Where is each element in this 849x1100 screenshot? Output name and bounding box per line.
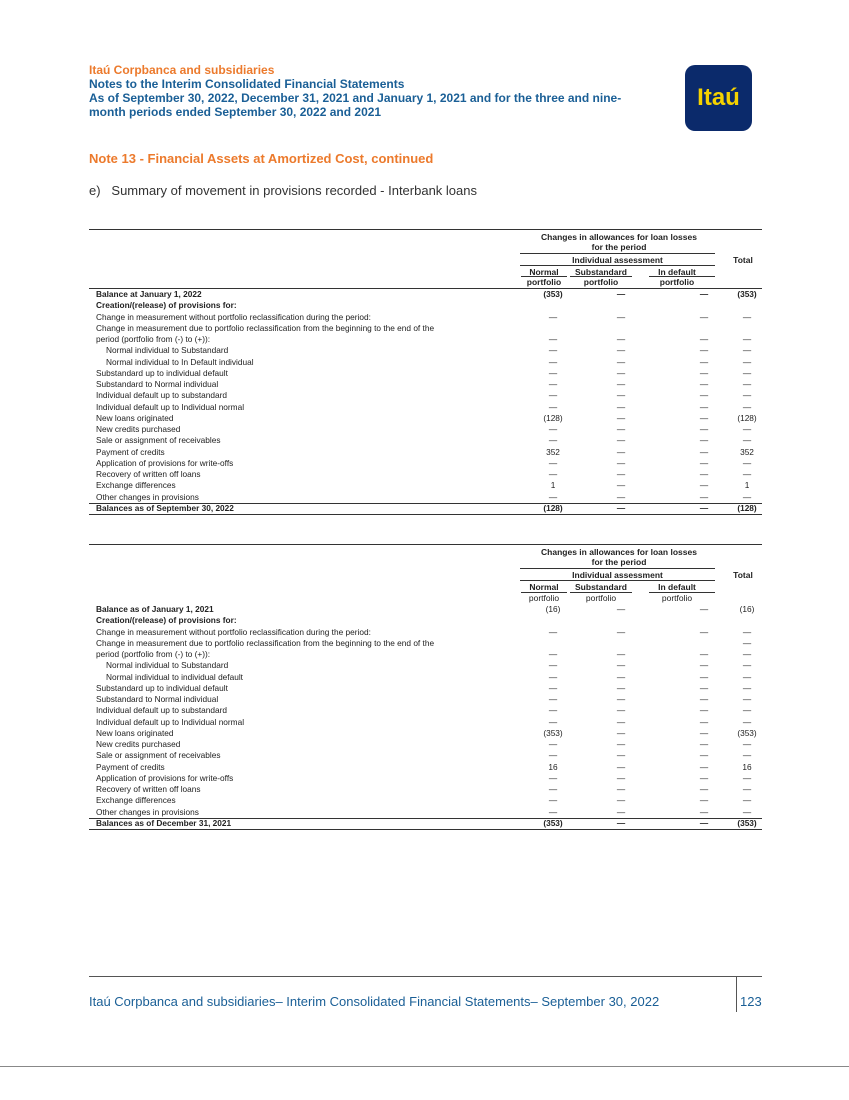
cell-c3: — <box>699 694 709 704</box>
cell-c3: — <box>699 491 709 502</box>
cell-c3: — <box>699 390 709 401</box>
header-rule <box>520 568 715 569</box>
row-label: Balance at January 1, 2022 <box>96 289 202 299</box>
cell-c4: — <box>742 345 752 356</box>
table-row <box>89 672 762 683</box>
cell-c2: — <box>616 694 626 704</box>
header-substandard-1: Substandard <box>575 267 627 277</box>
section-subtitle: e) Summary of movement in provisions recorded - Interbank loans <box>89 183 478 198</box>
row-label: Balances as of September 30, 2022 <box>96 502 234 513</box>
header-normal-2: portfolio <box>526 277 562 287</box>
table-row <box>89 413 762 424</box>
row-label: Change in measurement without portfolio reclassification during the period: <box>96 311 371 322</box>
cell-c1: (353) <box>543 289 563 299</box>
cell-c2: — <box>616 727 626 738</box>
cell-c3: — <box>699 649 709 659</box>
table-row <box>89 469 762 480</box>
cell-c1: — <box>548 491 558 502</box>
header-group-line2: for the period <box>591 557 647 567</box>
row-label: Payment of credits <box>96 446 165 457</box>
row-label: period (portfolio from (-) to (+)): <box>96 649 211 659</box>
cell-c2: — <box>616 682 626 693</box>
row-label: Exchange differences <box>96 795 176 806</box>
header-default-2: portfolio <box>659 277 695 287</box>
cell-c3: — <box>699 502 709 513</box>
table-row <box>89 300 762 311</box>
note-title: Note 13 - Financial Assets at Amortized Cost, continued <box>89 151 434 166</box>
header-total: Total <box>733 255 753 265</box>
cell-c4: 1 <box>744 480 750 491</box>
header-rule <box>649 592 715 593</box>
total-top-rule <box>89 503 762 504</box>
cell-c1: (353) <box>543 817 563 828</box>
cell-c3: — <box>699 750 709 761</box>
row-label: Sale or assignment of receivables <box>96 435 221 446</box>
header-rule <box>520 265 715 266</box>
header-sub: Individual assessment <box>572 255 663 265</box>
header-group-line2: for the period <box>591 242 647 252</box>
cell-c2: — <box>616 795 626 806</box>
table-row <box>89 368 762 379</box>
cell-c2: — <box>616 289 626 299</box>
table-row <box>89 458 762 469</box>
cell-c1: — <box>548 390 558 401</box>
table-top-rule <box>89 544 762 545</box>
row-label: Balance as of January 1, 2021 <box>96 604 214 614</box>
cell-c4: — <box>742 379 752 389</box>
cell-c4: — <box>742 772 752 783</box>
cell-c4: — <box>742 806 752 817</box>
header-rule <box>521 276 567 277</box>
page-bottom-rule <box>0 1066 849 1067</box>
header-group-line1: Changes in allowances for loan losses <box>541 232 697 242</box>
cell-c2: — <box>616 446 626 457</box>
header-default-2: portfolio <box>661 593 693 603</box>
page-number: 123 <box>740 994 762 1009</box>
cell-c4: — <box>742 424 752 434</box>
cell-c4: (128) <box>737 412 757 423</box>
cell-c1: — <box>548 806 558 817</box>
cell-c2: — <box>616 491 626 502</box>
row-label: New loans originated <box>96 412 174 423</box>
cell-c4: — <box>742 694 752 704</box>
row-label: Substandard up to individual default <box>96 367 228 378</box>
cell-c3: — <box>699 772 709 783</box>
row-label: Substandard to Normal individual <box>96 379 219 389</box>
table-row <box>89 615 762 626</box>
row-label: Normal individual to In Default individual <box>106 356 254 367</box>
cell-c4: — <box>742 784 752 794</box>
cell-c4: — <box>742 705 752 716</box>
table-row <box>89 739 762 750</box>
cell-c1: 16 <box>548 761 558 772</box>
cell-c1: — <box>548 457 558 468</box>
table-row <box>89 503 762 514</box>
table-row <box>89 627 762 638</box>
cell-c4: — <box>742 435 752 446</box>
row-label: New loans originated <box>96 727 174 738</box>
cell-c3: — <box>699 671 709 682</box>
table-row <box>89 345 762 356</box>
header-group-line1: Changes in allowances for loan losses <box>541 547 697 557</box>
cell-c2: — <box>616 311 626 322</box>
table-row <box>89 424 762 435</box>
row-label: Payment of credits <box>96 761 165 772</box>
cell-c3: — <box>699 446 709 457</box>
cell-c2: — <box>616 435 626 446</box>
cell-c4: — <box>742 469 752 479</box>
total-top-rule <box>89 818 762 819</box>
cell-c1: — <box>548 379 558 389</box>
cell-c3: — <box>699 401 709 412</box>
cell-c1: — <box>548 772 558 783</box>
table-row <box>89 390 762 401</box>
cell-c1: — <box>548 401 558 412</box>
cell-c4: — <box>742 491 752 502</box>
cell-c2: — <box>616 502 626 513</box>
cell-c4: — <box>742 739 752 749</box>
header-normal-1: Normal <box>529 582 559 592</box>
cell-c2: — <box>616 334 626 344</box>
cell-c3: — <box>699 345 709 356</box>
table-row <box>89 660 762 671</box>
cell-c2: — <box>616 671 626 682</box>
cell-c1: — <box>548 694 558 704</box>
cell-c1: — <box>548 435 558 446</box>
cell-c2: — <box>616 750 626 761</box>
cell-c3: — <box>699 604 709 614</box>
header-substandard-1: Substandard <box>575 582 627 592</box>
cell-c1: — <box>548 784 558 794</box>
header-default-1: In default <box>658 582 696 592</box>
header-rule <box>520 253 715 254</box>
row-label: Application of provisions for write-offs <box>96 457 234 468</box>
cell-c2: — <box>616 649 626 659</box>
cell-c1: 1 <box>550 480 556 491</box>
header-total: Total <box>733 570 753 580</box>
table-row <box>89 357 762 368</box>
row-label: Sale or assignment of receivables <box>96 750 221 761</box>
cell-c2: — <box>616 367 626 378</box>
cell-c4: — <box>742 649 752 659</box>
cell-c2: — <box>616 660 626 671</box>
cell-c3: — <box>699 626 709 637</box>
cell-c1: — <box>548 424 558 434</box>
cell-c4: (128) <box>737 502 757 513</box>
row-label: Change in measurement due to portfolio reclassification from the beginning to the end of the <box>96 637 435 648</box>
cell-c1: — <box>548 750 558 761</box>
row-label: Individual default up to Individual normal <box>96 401 245 412</box>
provisions-table-2021 <box>89 544 762 830</box>
table-row <box>89 705 762 716</box>
table-row <box>89 762 762 773</box>
itau-logo <box>685 65 752 131</box>
row-label: Individual default up to substandard <box>96 705 228 716</box>
cell-c4: — <box>742 390 752 401</box>
cell-c2: — <box>616 356 626 367</box>
table-row <box>89 435 762 446</box>
cell-c2: — <box>616 412 626 423</box>
header-substandard-2: portfolio <box>585 593 617 603</box>
cell-c3: — <box>699 784 709 794</box>
header-rule <box>521 592 567 593</box>
row-label: Recovery of written off loans <box>96 784 201 794</box>
cell-c4: — <box>742 660 752 671</box>
table-row <box>89 683 762 694</box>
cell-c4: 16 <box>742 761 752 772</box>
header-rule <box>649 276 715 277</box>
table-row <box>89 750 762 761</box>
cell-c2: — <box>616 739 626 749</box>
row-label: Application of provisions for write-offs <box>96 772 234 783</box>
header-line-4: month periods ended September 30, 2022 and 2021 <box>89 105 382 119</box>
cell-c3: — <box>699 739 709 749</box>
cell-c3: — <box>699 289 709 299</box>
cell-c1: — <box>548 334 558 344</box>
cell-c2: — <box>616 379 626 389</box>
header-rule <box>570 592 632 593</box>
cell-c3: — <box>699 457 709 468</box>
cell-c3: — <box>699 379 709 389</box>
cell-c1: — <box>548 660 558 671</box>
cell-c3: — <box>699 480 709 491</box>
cell-c3: — <box>699 682 709 693</box>
row-label: Change in measurement without portfolio reclassification during the period: <box>96 626 371 637</box>
cell-c1: (128) <box>543 502 563 513</box>
cell-c4: — <box>742 311 752 322</box>
cell-c4: — <box>742 356 752 367</box>
cell-c3: — <box>699 716 709 727</box>
cell-c3: — <box>699 817 709 828</box>
cell-c3: — <box>699 795 709 806</box>
table-row <box>89 447 762 458</box>
cell-c1: — <box>548 671 558 682</box>
table-row <box>89 492 762 503</box>
row-label: Substandard up to individual default <box>96 682 228 693</box>
logo-text: Itaú <box>697 84 740 111</box>
table-row <box>89 480 762 491</box>
cell-c4: — <box>742 626 752 637</box>
row-label: New credits purchased <box>96 739 181 749</box>
row-label: Other changes in provisions <box>96 806 199 817</box>
cell-c2: — <box>616 705 626 716</box>
cell-c3: — <box>699 469 709 479</box>
cell-c4: — <box>742 367 752 378</box>
row-label: Normal individual to individual default <box>106 671 243 682</box>
cell-c2: — <box>616 424 626 434</box>
cell-c4: (353) <box>737 727 757 738</box>
table-row <box>89 604 762 615</box>
row-label: Individual default up to Individual normal <box>96 716 245 727</box>
row-label: period (portfolio from (-) to (+)): <box>96 334 211 344</box>
cell-c1: 352 <box>546 446 560 457</box>
document-header <box>89 63 669 119</box>
row-label: Creation/(release) of provisions for: <box>96 300 237 311</box>
table-row <box>89 312 762 323</box>
cell-c1: — <box>548 311 558 322</box>
cell-c3: — <box>699 806 709 817</box>
cell-c4: — <box>742 401 752 412</box>
cell-c2: — <box>616 806 626 817</box>
footer-text: Itaú Corpbanca and subsidiaries– Interim Consolidated Financial Statements– September 30, 2022 <box>89 994 660 1009</box>
table-row <box>89 807 762 818</box>
row-label: Balances as of December 31, 2021 <box>96 817 232 828</box>
table-top-rule <box>89 229 762 230</box>
cell-c1: — <box>548 705 558 716</box>
table-row <box>89 638 762 649</box>
cell-c1: — <box>548 739 558 749</box>
cell-c3: — <box>699 356 709 367</box>
table-row <box>89 795 762 806</box>
total-bottom-rule <box>89 829 762 830</box>
cell-c4: — <box>742 716 752 727</box>
header-rule <box>520 580 715 581</box>
cell-c1: (128) <box>543 412 563 423</box>
table-row <box>89 694 762 705</box>
table-row <box>89 717 762 728</box>
table-row <box>89 323 762 334</box>
table-row <box>89 784 762 795</box>
cell-c2: — <box>616 345 626 356</box>
provisions-table-2022 <box>89 229 762 515</box>
header-rule <box>570 276 632 277</box>
cell-c1: — <box>548 682 558 693</box>
cell-c2: — <box>616 772 626 783</box>
cell-c1: (353) <box>543 727 563 738</box>
header-normal-1: Normal <box>529 267 559 277</box>
cell-c4: — <box>742 457 752 468</box>
cell-c3: — <box>699 727 709 738</box>
header-normal-2: portfolio <box>528 593 560 603</box>
row-label: Recovery of written off loans <box>96 469 201 479</box>
cell-c4: 352 <box>740 446 754 457</box>
company-name: Itaú Corpbanca and subsidiaries <box>89 63 275 77</box>
header-default-1: In default <box>658 267 696 277</box>
cell-c4: — <box>742 637 752 648</box>
table-row <box>89 379 762 390</box>
row-label: Normal individual to Substandard <box>106 345 229 356</box>
cell-c4: (353) <box>737 289 757 299</box>
footer-rule <box>89 976 762 977</box>
cell-c3: — <box>699 761 709 772</box>
cell-c1: — <box>548 716 558 727</box>
cell-c2: — <box>616 457 626 468</box>
cell-c2: — <box>616 604 626 614</box>
row-label: Change in measurement due to portfolio reclassification from the beginning to the end of the <box>96 322 435 333</box>
table-row <box>89 773 762 784</box>
cell-c4: — <box>742 750 752 761</box>
cell-c1: — <box>548 367 558 378</box>
cell-c3: — <box>699 412 709 423</box>
cell-c3: — <box>699 334 709 344</box>
cell-c4: — <box>742 334 752 344</box>
cell-c1: — <box>548 626 558 637</box>
table-row <box>89 289 762 300</box>
row-label: Creation/(release) of provisions for: <box>96 615 237 626</box>
header-substandard-2: portfolio <box>583 277 619 287</box>
total-bottom-rule <box>89 514 762 515</box>
cell-c2: — <box>616 817 626 828</box>
cell-c3: — <box>699 660 709 671</box>
cell-c1: — <box>548 795 558 806</box>
row-label: Normal individual to Substandard <box>106 660 229 671</box>
cell-c2: — <box>616 480 626 491</box>
cell-c2: — <box>616 469 626 479</box>
table-row <box>89 334 762 345</box>
row-label: Individual default up to substandard <box>96 390 228 401</box>
cell-c2: — <box>616 784 626 794</box>
cell-c2: — <box>616 626 626 637</box>
cell-c4: — <box>742 682 752 693</box>
header-line-3: As of September 30, 2022, December 31, 2021 and January 1, 2021 and for the three and nine- <box>89 91 622 105</box>
cell-c4: (353) <box>737 817 757 828</box>
cell-c1: — <box>548 356 558 367</box>
cell-c1: — <box>548 469 558 479</box>
row-label: Substandard to Normal individual <box>96 694 219 704</box>
cell-c1: — <box>548 649 558 659</box>
cell-c3: — <box>699 424 709 434</box>
cell-c4: (16) <box>739 604 755 614</box>
cell-c1: — <box>548 345 558 356</box>
cell-c3: — <box>699 435 709 446</box>
table-row <box>89 728 762 739</box>
cell-c2: — <box>616 716 626 727</box>
cell-c3: — <box>699 311 709 322</box>
table-row <box>89 649 762 660</box>
cell-c4: — <box>742 671 752 682</box>
cell-c3: — <box>699 367 709 378</box>
cell-c2: — <box>616 401 626 412</box>
header-line-2: Notes to the Interim Consolidated Financial Statements <box>89 77 405 91</box>
footer-divider <box>736 976 737 1012</box>
cell-c2: — <box>616 761 626 772</box>
cell-c3: — <box>699 705 709 716</box>
row-label: New credits purchased <box>96 424 181 434</box>
table-row <box>89 402 762 413</box>
table-row <box>89 818 762 829</box>
cell-c2: — <box>616 390 626 401</box>
cell-c4: — <box>742 795 752 806</box>
header-sub: Individual assessment <box>572 570 663 580</box>
row-label: Other changes in provisions <box>96 491 199 502</box>
cell-c1: (16) <box>545 604 561 614</box>
row-label: Exchange differences <box>96 480 176 491</box>
